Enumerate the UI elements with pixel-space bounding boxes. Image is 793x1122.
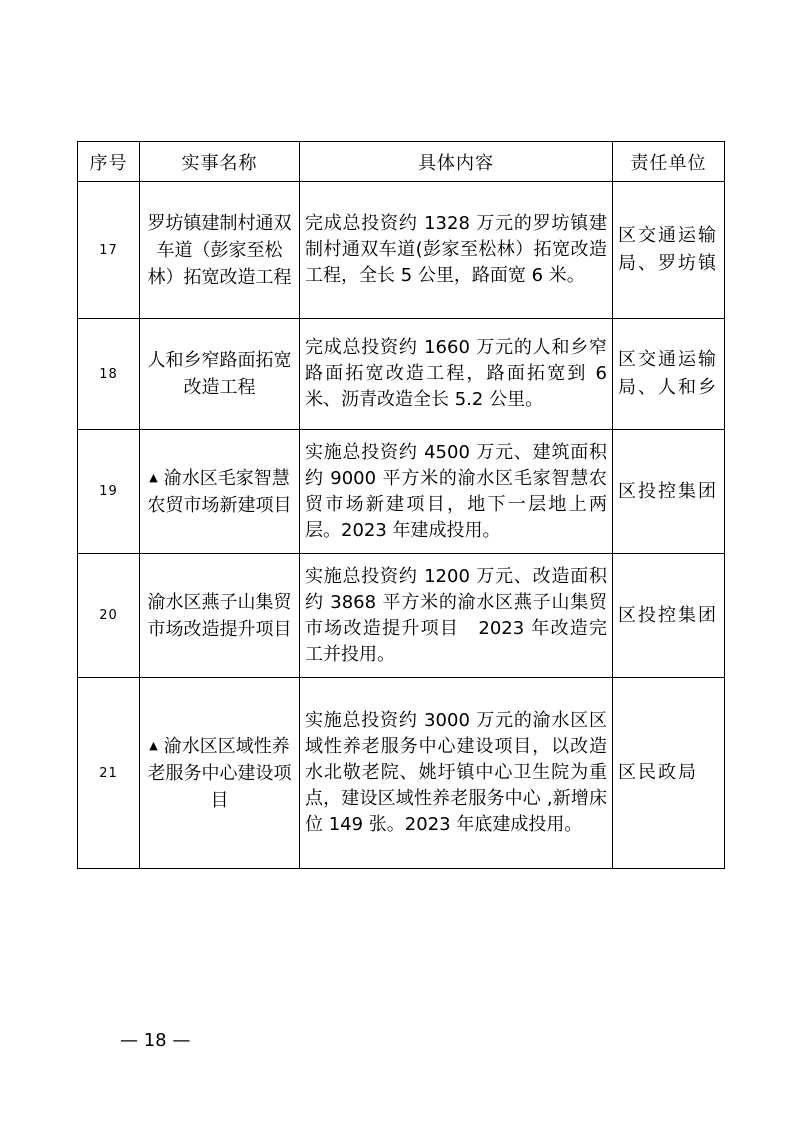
page-number: — 18 — bbox=[120, 1030, 191, 1051]
row-no: 20 bbox=[78, 554, 140, 678]
row-name: 人和乡窄路面拓宽改造工程 bbox=[140, 319, 300, 430]
row-content: 实施总投资约 3000 万元的渝水区区域性养老服务中心建设项目，以改造水北敬老院、姚圩镇中心卫生院为重点，建设区域性养老服务中心 ,新增床位 149 张。2023 年底建成投用。 bbox=[300, 678, 613, 869]
table-row bbox=[78, 430, 725, 554]
row-unit: 区交通运输局、人和乡 bbox=[613, 319, 725, 430]
table-row bbox=[78, 319, 725, 430]
row-content: 完成总投资约 1660 万元的人和乡窄路面拓宽改造工程，路面拓宽到 6 米、沥青改造全长 5.2 公里。 bbox=[300, 319, 613, 430]
row-name-text: 渝水区区域性养老服务中心建设项目 bbox=[147, 736, 292, 811]
row-name bbox=[140, 430, 300, 554]
header-no: 序号 bbox=[78, 142, 140, 182]
row-name bbox=[140, 678, 300, 869]
row-content: 实施总投资约 1200 万元、改造面积约 3868 平方米的渝水区燕子山集贸市场改造提升项目 2023 年改造完工并投用。 bbox=[300, 554, 613, 678]
row-unit: 区民政局 bbox=[613, 678, 725, 869]
table-header-row bbox=[78, 142, 725, 182]
row-no: 18 bbox=[78, 319, 140, 430]
row-name: 罗坊镇建制村通双车道（彭家至松林）拓宽改造工程 bbox=[140, 182, 300, 319]
row-content: 完成总投资约 1328 万元的罗坊镇建制村通双车道(彭家至松林）拓宽改造工程，全长 5 公里，路面宽 6 米。 bbox=[300, 182, 613, 319]
row-name: 渝水区燕子山集贸市场改造提升项目 bbox=[140, 554, 300, 678]
header-name: 实事名称 bbox=[140, 142, 300, 182]
table-row bbox=[78, 182, 725, 319]
projects-table bbox=[77, 141, 725, 869]
table-row bbox=[78, 678, 725, 869]
row-unit: 区投控集团 bbox=[613, 554, 725, 678]
row-content: 实施总投资约 4500 万元、建筑面积约 9000 平方米的渝水区毛家智慧农贸市场新建项目，地下一层地上两层。2023 年建成投用。 bbox=[300, 430, 613, 554]
row-no: 21 bbox=[78, 678, 140, 869]
header-unit: 责任单位 bbox=[613, 142, 725, 182]
header-content: 具体内容 bbox=[300, 142, 613, 182]
row-name-text: 渝水区毛家智慧农贸市场新建项目 bbox=[147, 468, 292, 516]
row-no: 19 bbox=[78, 430, 140, 554]
row-no: 17 bbox=[78, 182, 140, 319]
triangle-mark-icon: ▲ bbox=[149, 739, 158, 752]
row-unit: 区交通运输局、罗坊镇 bbox=[613, 182, 725, 319]
table-row bbox=[78, 554, 725, 678]
row-unit: 区投控集团 bbox=[613, 430, 725, 554]
triangle-mark-icon: ▲ bbox=[149, 471, 158, 484]
